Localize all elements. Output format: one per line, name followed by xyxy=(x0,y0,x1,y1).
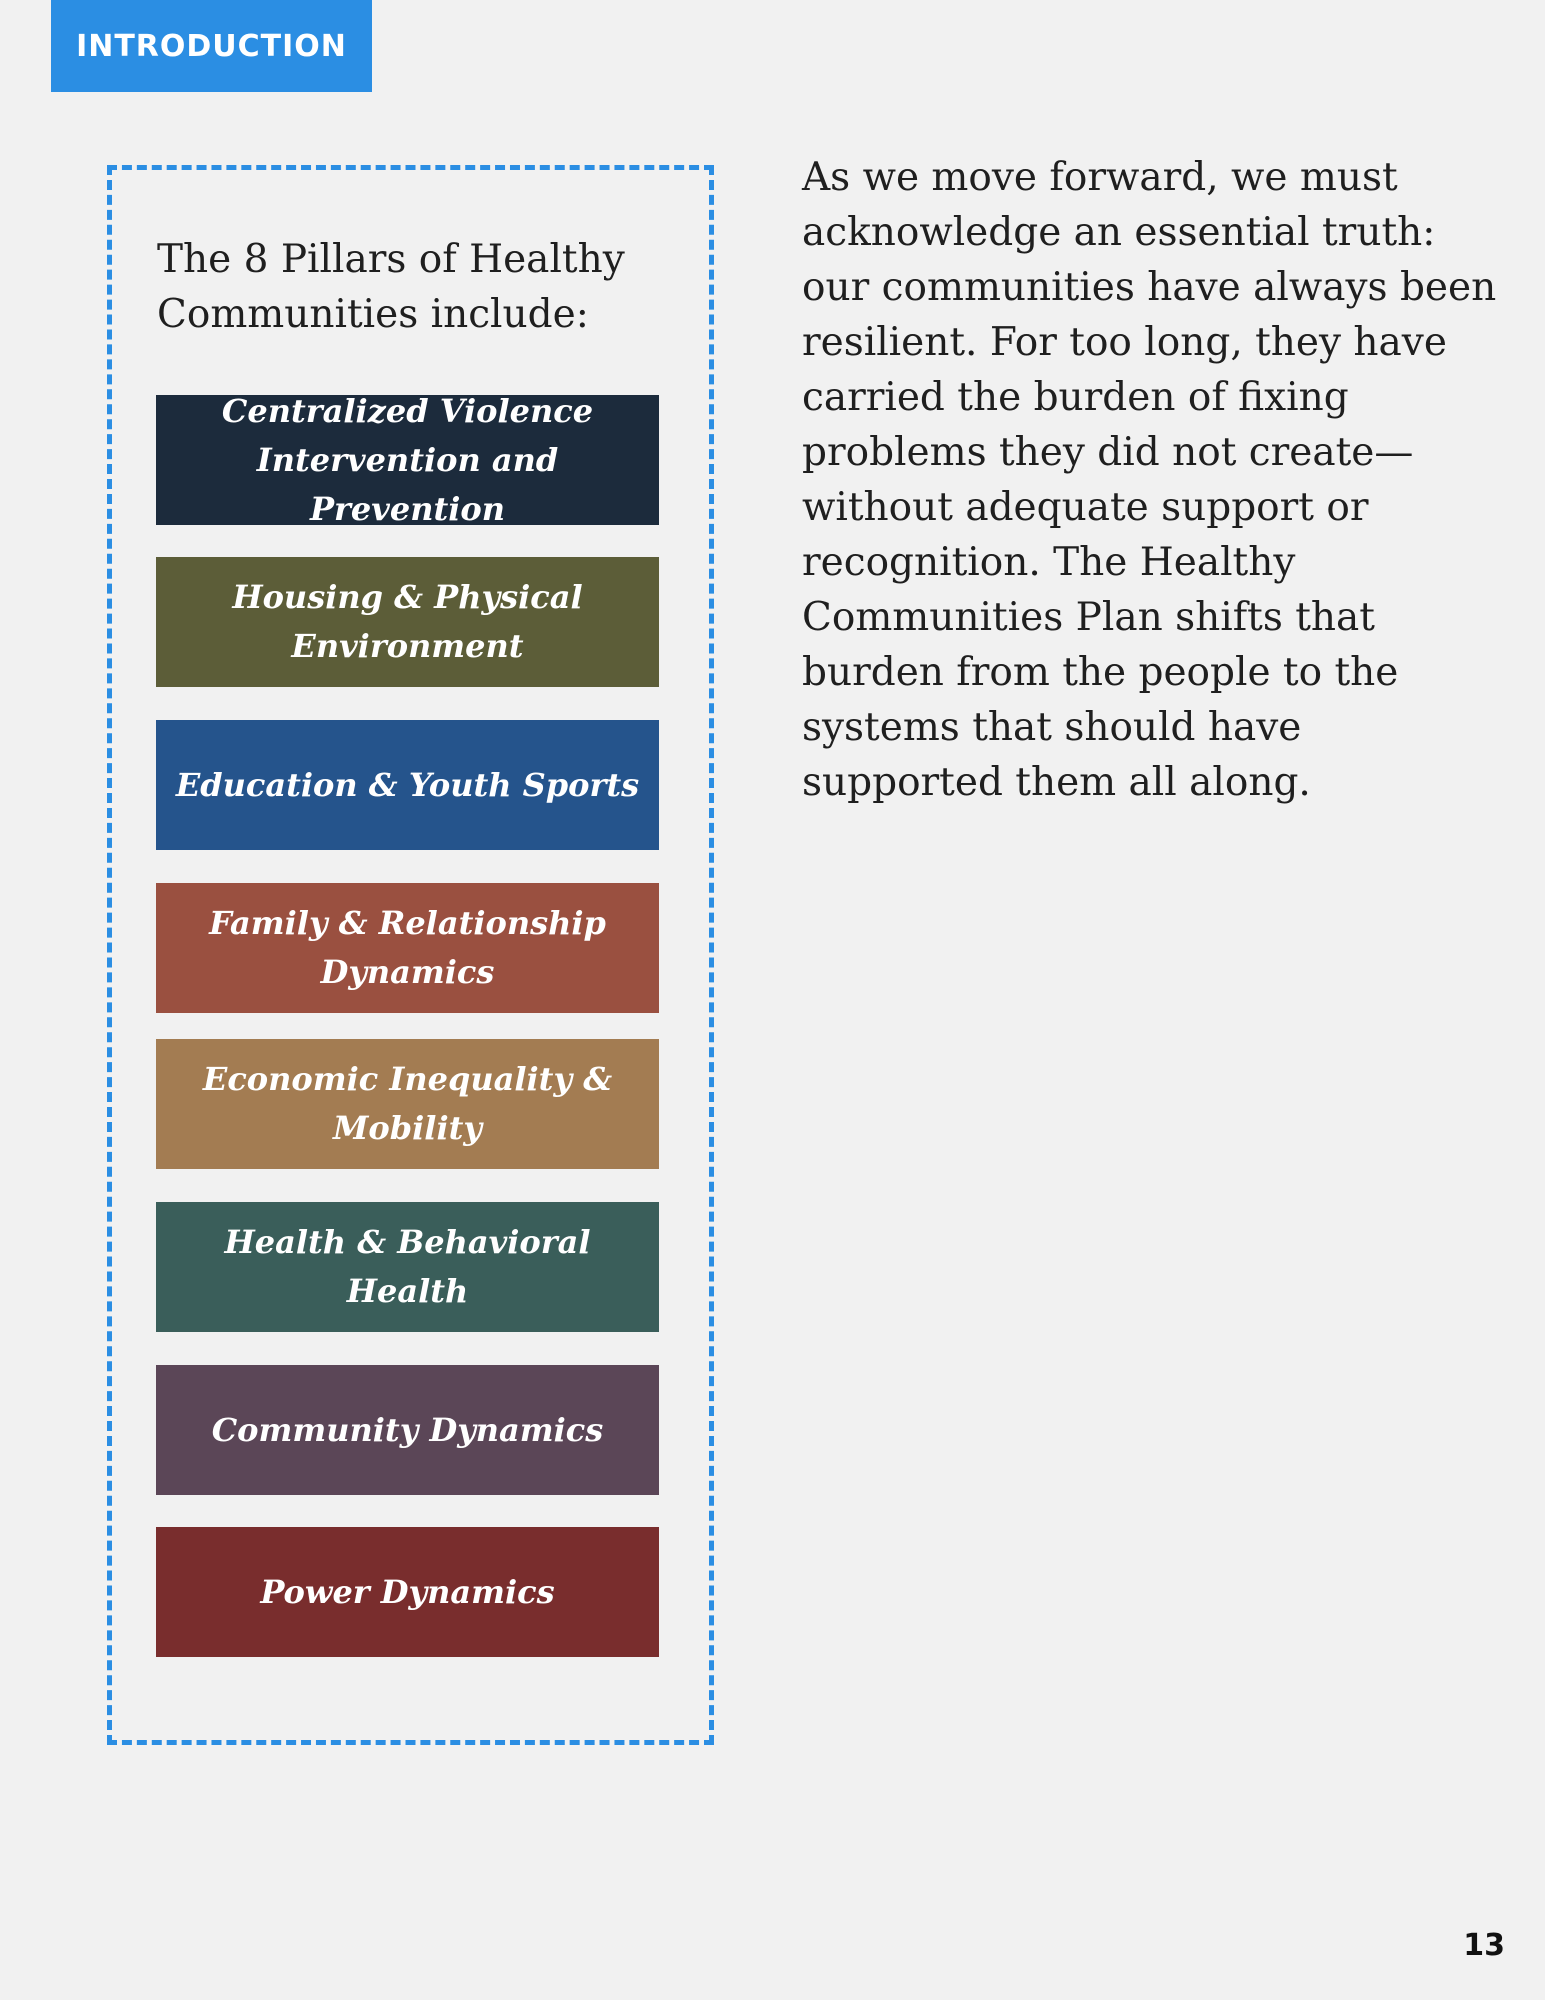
pillar-health: Health & Behavioral Health xyxy=(156,1202,659,1332)
pillar-power: Power Dynamics xyxy=(156,1527,659,1657)
section-tab: INTRODUCTION xyxy=(51,0,372,92)
body-paragraph: As we move forward, we must acknowledge an essential truth: our communities have always been resilient. For too long, they have carried the burden of fixing problems they did not create—without adequate support or recognition. The Healthy Communities Plan shifts that burden from the people to the systems that should have supported them all along. xyxy=(802,155,1497,805)
pillars-intro-text: The 8 Pillars of Healthy Communities include: xyxy=(157,237,625,337)
page-number: 13 xyxy=(1463,1928,1505,1963)
pillar-family: Family & Relationship Dynamics xyxy=(156,883,659,1013)
pillar-housing: Housing & Physical Environment xyxy=(156,557,659,687)
pillar-economic: Economic Inequality & Mobility xyxy=(156,1039,659,1169)
pillar-education: Education & Youth Sports xyxy=(156,720,659,850)
pillar-violence-intervention: Centralized Violence Intervention and Prevention xyxy=(156,395,659,525)
pillar-community: Community Dynamics xyxy=(156,1365,659,1495)
